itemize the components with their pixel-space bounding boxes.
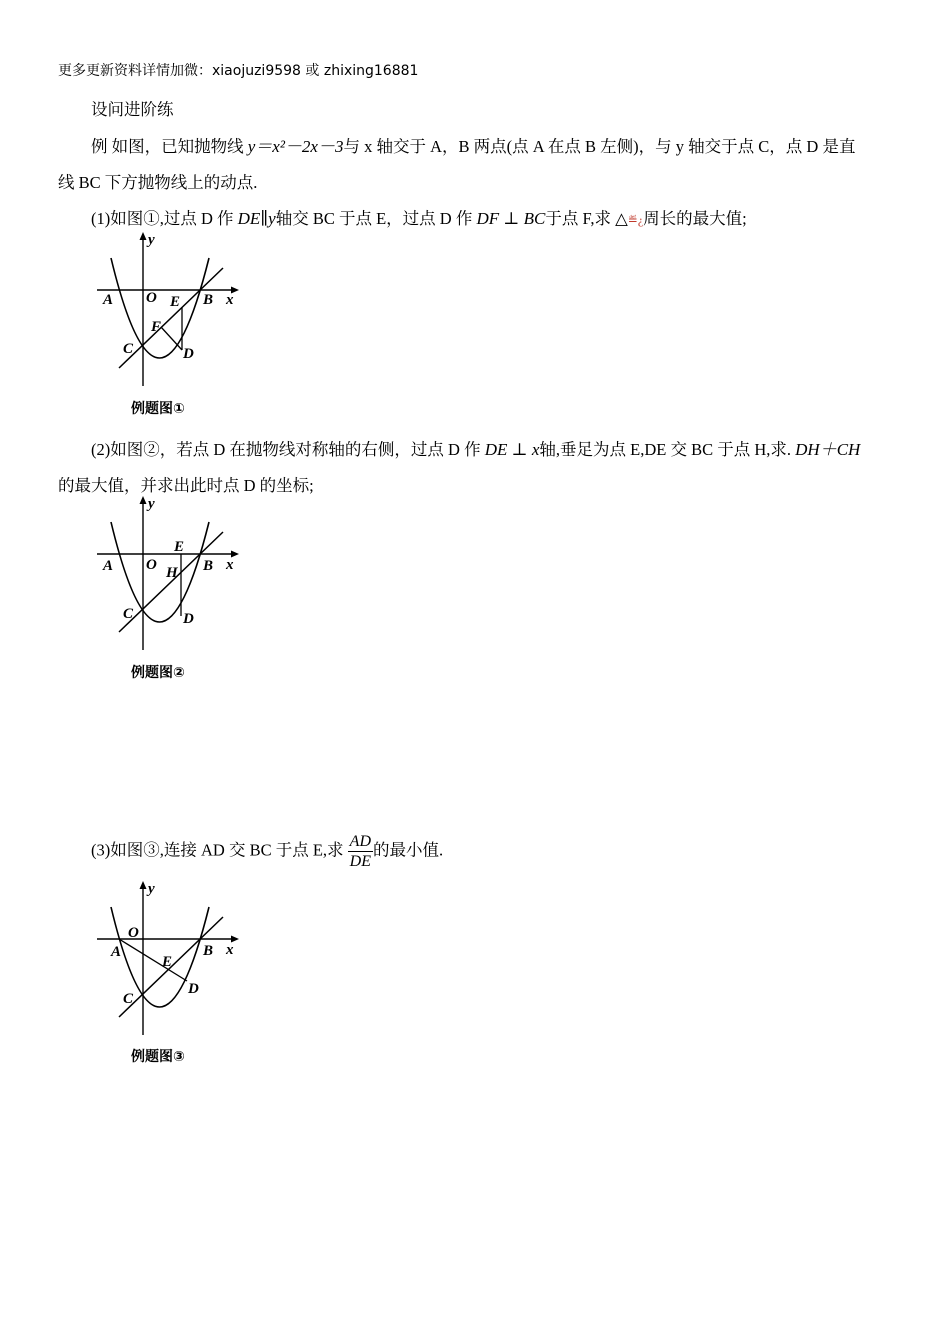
fig2-label-b: B [203, 558, 214, 574]
figure-3-caption: 例题图③ [131, 1049, 185, 1065]
q2-text-b: 轴,垂足为点 E,DE 交 BC 于点 H,求. [539, 440, 796, 459]
parabola-equation: y＝x²－2x－3 [247, 137, 344, 156]
fig1-label-f: F [151, 319, 162, 335]
figure-3-diagram [95, 877, 245, 1042]
fig3-label-o: O [128, 925, 139, 941]
fig3-label-b: B [203, 943, 214, 959]
q1-text-d: 周长的最大值; [643, 209, 747, 228]
fig3-label-d: D [188, 981, 199, 997]
fig2-label-a: A [103, 558, 114, 574]
fig1-label-e: E [170, 294, 181, 310]
example-line1-rest: 与 x 轴交于 A，B 两点(点 A 在点 B 左侧)，与 y 轴交于点 C，点 D 是直 [343, 137, 856, 156]
fig2-label-h: H [166, 565, 178, 581]
q1-text-a: (1)如图①,过点 D 作 [91, 209, 238, 228]
example-lead: 例 如图，已知抛物线 [91, 137, 248, 156]
fig1-label-x: x [226, 292, 234, 308]
q1-math-de-parallel-y: DE∥y [237, 209, 276, 228]
fig1-label-d: D [183, 346, 194, 362]
fig3-label-a: A [111, 944, 122, 960]
fig3-label-x: x [226, 942, 234, 958]
q3-fraction-denominator: DE [349, 853, 371, 870]
fig1-label-o: O [146, 290, 157, 306]
question-3 [91, 832, 443, 871]
q3-text-a: (3)如图③,连接 AD 交 BC 于点 E,求 [91, 840, 348, 860]
q1-text-c: 于点 F,求 △ [545, 209, 628, 228]
q1-math-df-perp-bc: DF ⊥ BC [476, 209, 546, 228]
fig1-label-b: B [203, 292, 214, 308]
q1-glitch-symbol: ≝¿ [627, 213, 644, 227]
q2-math-dh-plus-ch: DH＋CH [795, 440, 861, 459]
example-line-1 [91, 132, 855, 157]
q3-fraction-numerator: AD [349, 833, 371, 850]
example-line-2: 线 BC 下方抛物线上的动点. [58, 173, 258, 192]
figure-2-diagram [95, 492, 245, 657]
figure-2-caption: 例题图② [131, 665, 185, 681]
figure-1-caption: 例题图① [131, 401, 185, 417]
q3-fraction [348, 832, 373, 871]
fig2-label-c: C [123, 606, 134, 622]
figure-1-diagram [95, 228, 245, 393]
fig3-label-y: y [148, 881, 155, 897]
question-1 [91, 205, 747, 229]
fig1-label-a: A [103, 292, 114, 308]
page-header-watermark: 更多更新资料详情加微：xiaojuzi9598 或 zhixing16881 [58, 63, 419, 79]
fig2-label-o: O [146, 557, 157, 573]
section-title: 设问进阶练 [91, 100, 174, 119]
q1-text-b: 轴交 BC 于点 E，过点 D 作 [275, 209, 477, 228]
q3-text-b: 的最小值. [373, 840, 444, 860]
q2-math-de-perp-x: DE ⊥ x [484, 440, 540, 459]
fig2-label-y: y [148, 496, 155, 512]
q2-text-a: (2)如图②，若点 D 在抛物线对称轴的右侧，过点 D 作 [91, 440, 485, 459]
fig3-label-e: E [162, 954, 173, 970]
fig3-label-c: C [123, 991, 134, 1007]
fig1-label-y: y [148, 232, 155, 248]
fig2-label-e: E [174, 539, 185, 555]
fig2-label-x: x [226, 557, 234, 573]
question-2-line-1 [91, 435, 860, 460]
question-2-line-2: 的最大值，并求出此时点 D 的坐标; [58, 476, 314, 495]
fig1-label-c: C [123, 341, 134, 357]
fig2-label-d: D [183, 611, 194, 627]
